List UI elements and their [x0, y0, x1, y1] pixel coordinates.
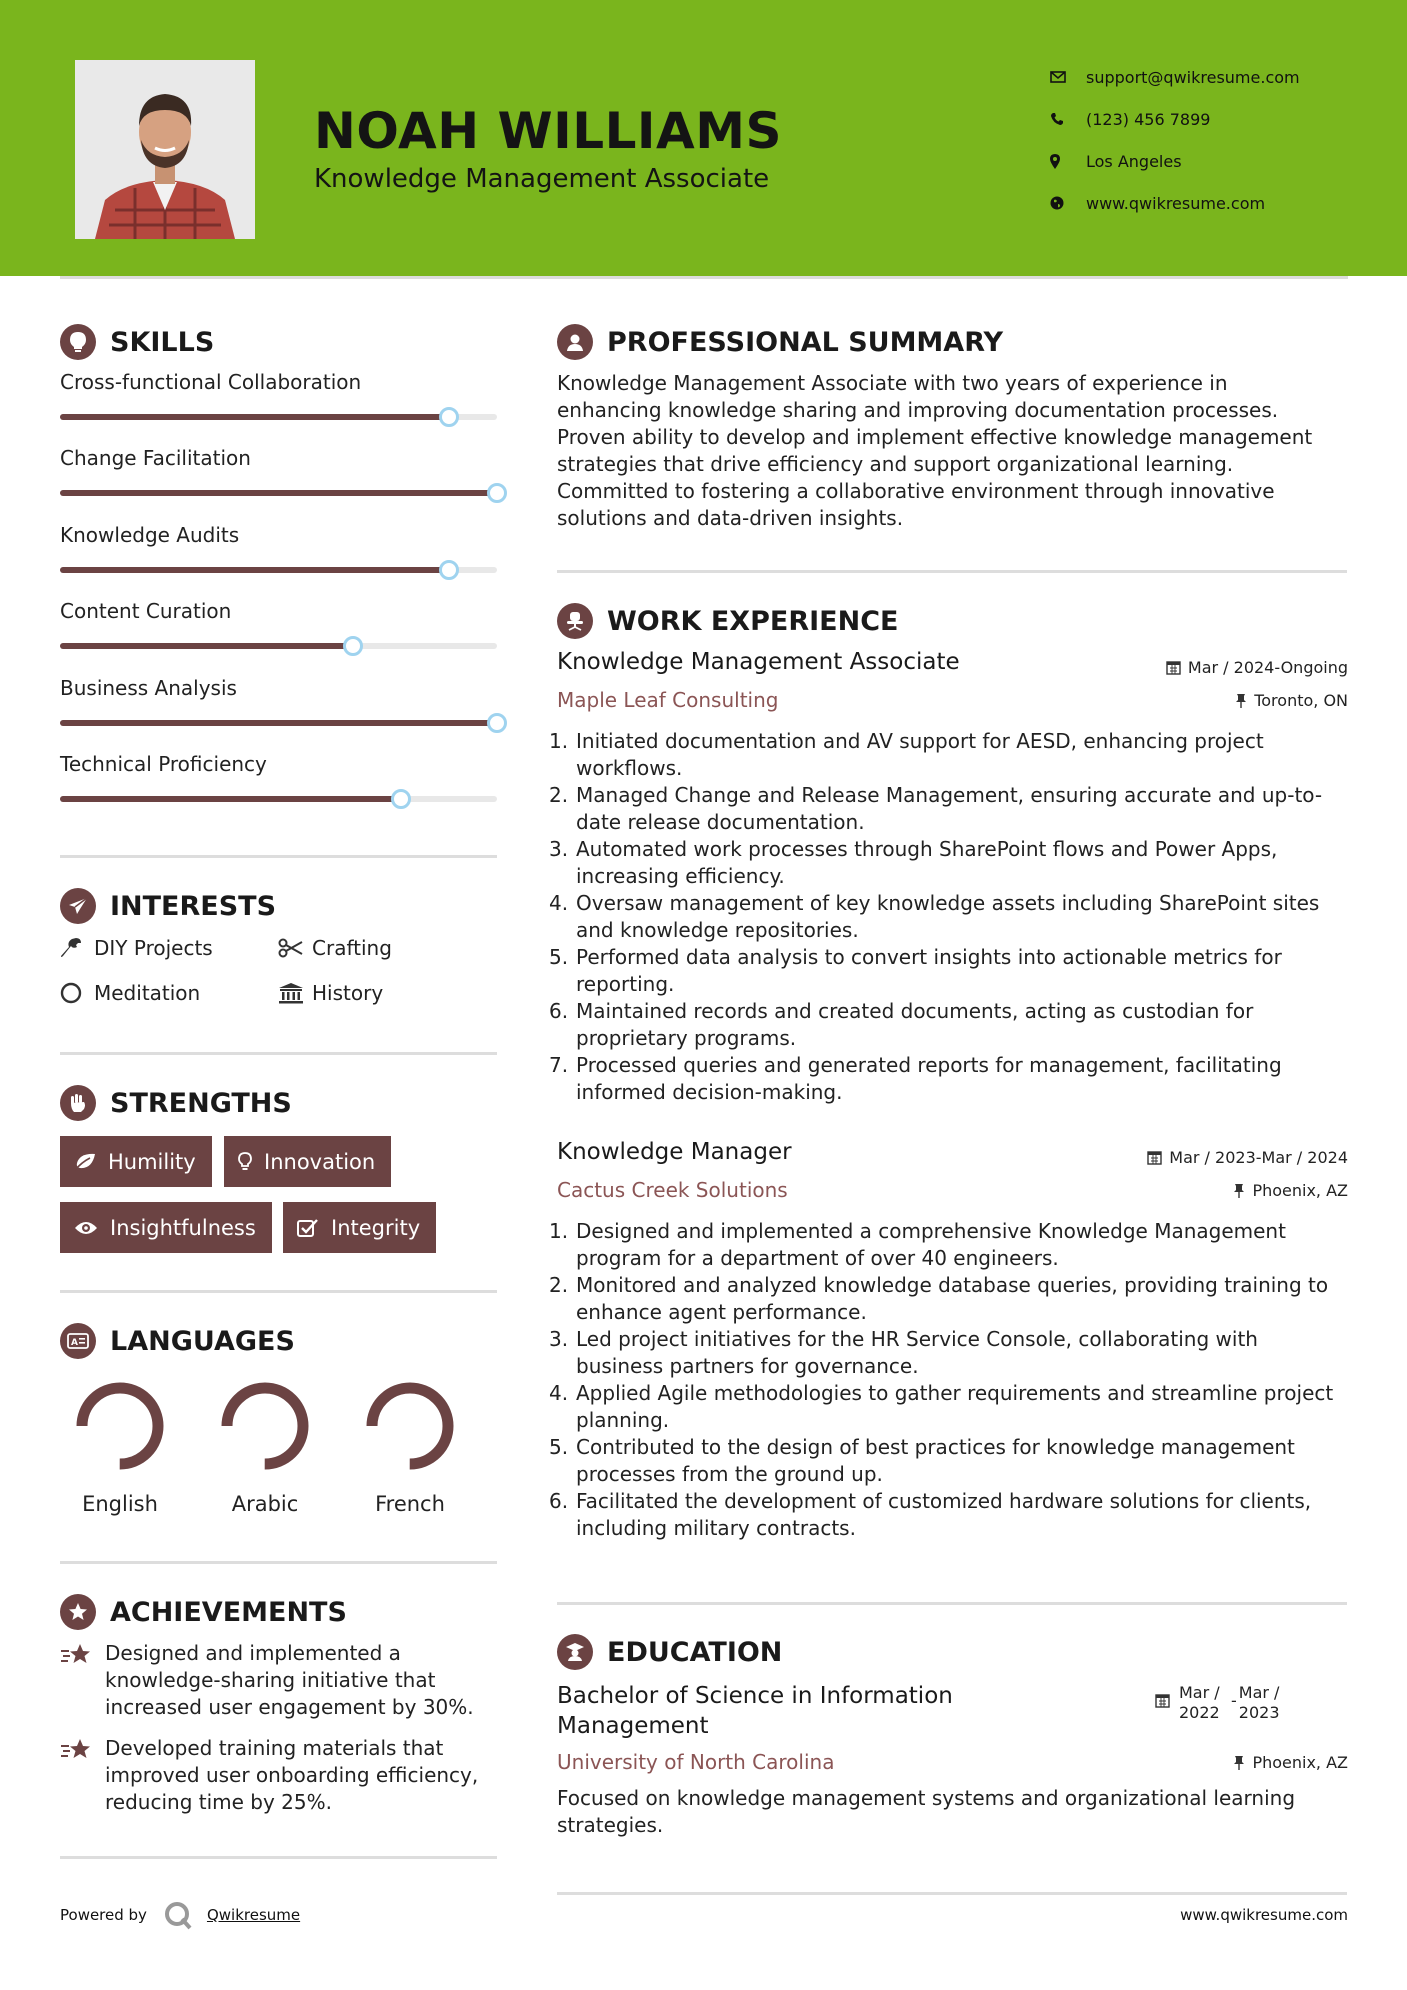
skill-bar	[60, 490, 497, 496]
skill-level-knob	[439, 407, 459, 427]
job-dates: Mar / 2024-Ongoing	[1166, 658, 1348, 677]
skill-label: Cross-functional Collaboration	[60, 370, 362, 394]
list-number: 1.	[549, 1219, 569, 1243]
contact-website[interactable]	[1050, 182, 1300, 224]
languages-divider	[60, 1561, 497, 1564]
achievements-divider	[60, 1856, 497, 1859]
list-number: 5.	[549, 1435, 569, 1459]
map-pin-icon	[1050, 154, 1086, 169]
skill-level-knob	[487, 713, 507, 733]
list-number: 5.	[549, 945, 569, 969]
qwikresume-link[interactable]: Qwikresume	[206, 1906, 301, 1924]
interest-history: History	[278, 981, 383, 1005]
calendar-icon	[1147, 1150, 1162, 1165]
company-name: Maple Leaf Consulting	[557, 688, 779, 712]
skill-label: Knowledge Audits	[60, 522, 240, 547]
shooting-star-icon	[60, 1640, 105, 1721]
phone-icon	[1050, 112, 1086, 126]
skill-level-knob	[487, 483, 507, 503]
school-name: University of North Carolina	[557, 1750, 835, 1774]
language-level-arc	[372, 1388, 448, 1464]
skill-item	[60, 676, 497, 726]
star-badge-icon	[60, 1594, 96, 1630]
calendar-icon	[1166, 660, 1181, 675]
skill-bar	[60, 414, 497, 420]
skill-bar	[60, 720, 497, 726]
interest-crafting: Crafting	[278, 936, 392, 960]
experience-divider	[557, 1602, 1347, 1605]
profile-photo	[75, 60, 255, 239]
skill-bar-fill	[60, 414, 449, 420]
skill-bar-fill	[60, 796, 401, 802]
circle-icon	[60, 982, 94, 1004]
achievement-item: Designed and implemented a knowledge-sharing initiative that increased user engagement by 30%.	[60, 1640, 500, 1721]
fist-icon	[60, 1085, 96, 1121]
leaf-icon	[74, 1153, 96, 1171]
pushpin-icon	[1233, 1755, 1245, 1771]
contact-location	[1050, 140, 1300, 182]
strengths-heading: STRENGTHS	[60, 1085, 292, 1121]
responsibility-item: 2. Monitored and analyzed knowledge database queries, providing training to enhance agent performance.	[549, 1273, 1329, 1324]
user-icon	[557, 324, 593, 360]
skill-bar	[60, 796, 497, 802]
strengths-divider	[60, 1290, 497, 1293]
strength-humility: Humility	[60, 1136, 212, 1187]
skill-bar	[60, 567, 497, 573]
job-responsibilities	[549, 728, 1347, 1106]
education-dates: Mar / 2022 - Mar / 2023	[1155, 1683, 1280, 1723]
header-divider	[60, 276, 1348, 279]
responsibility-item: 1. Initiated documentation and AV support for AESD, enhancing project workflows.	[549, 729, 1264, 780]
responsibility-item: 4. Oversaw management of key knowledge assets including SharePoint sites and knowledge repositories.	[549, 891, 1320, 942]
list-number: 6.	[549, 1489, 569, 1513]
education-divider	[557, 1892, 1347, 1895]
skill-bar-fill	[60, 643, 353, 649]
strength-integrity: Integrity	[283, 1202, 436, 1253]
responsibility-item: 2. Managed Change and Release Management, ensuring accurate and up-to-date release documentation.	[549, 783, 1323, 834]
language-label: English	[82, 1492, 158, 1516]
interests-divider	[60, 1052, 497, 1055]
summary-divider	[557, 570, 1347, 573]
degree-title: Bachelor of Science in Information Management	[557, 1683, 953, 1739]
skill-item	[60, 752, 497, 802]
shooting-star-icon	[60, 1735, 105, 1816]
skill-bar-fill	[60, 567, 449, 573]
skill-bar	[60, 643, 497, 649]
candidate-name: NOAH WILLIAMS	[314, 102, 782, 160]
list-number: 3.	[549, 1327, 569, 1351]
paper-plane-icon	[60, 888, 96, 924]
responsibility-item: 3. Led project initiatives for the HR Service Console, collaborating with business partners for governance.	[549, 1327, 1258, 1378]
responsibility-item: 5. Performed data analysis to convert insights into actionable metrics for reporting.	[549, 945, 1282, 996]
responsibility-item: 3. Automated work processes through SharePoint flows and Power Apps, increasing efficiency.	[549, 837, 1278, 888]
skill-item	[60, 370, 497, 420]
lightbulb-icon	[60, 324, 96, 360]
responsibility-item: 6. Facilitated the development of customized hardware solutions for clients, including military contracts.	[549, 1489, 1312, 1540]
responsibility-item: 7. Processed queries and generated reports for management, facilitating informed decision-making.	[549, 1053, 1282, 1104]
list-number: 7.	[549, 1053, 569, 1077]
contact-email-text: support@qwikresume.com	[1086, 67, 1300, 87]
language-item	[65, 1376, 175, 1516]
experience-heading: WORK EXPERIENCE	[557, 603, 898, 639]
language-level-arc	[82, 1388, 158, 1464]
list-number: 6.	[549, 999, 569, 1023]
job-location: Phoenix, AZ	[1233, 1181, 1348, 1200]
job-title: Knowledge Management Associate	[557, 649, 960, 675]
scissors-icon	[278, 938, 312, 958]
language-level-arc	[227, 1388, 303, 1464]
checkbox-icon	[297, 1218, 319, 1238]
responsibility-item: 1. Designed and implemented a comprehensive Knowledge Management program for a department of over 40 engineers.	[549, 1219, 1286, 1270]
language-label: French	[375, 1492, 445, 1516]
pushpin-icon	[1235, 693, 1247, 709]
qwikresume-logo-icon	[163, 1900, 193, 1930]
responsibility-item: 6. Maintained records and created documents, acting as custodian for proprietary programs.	[549, 999, 1254, 1050]
svg-text:A: A	[71, 1338, 78, 1348]
footer-powered-by: Powered by Qwikresume	[60, 1900, 300, 1930]
skill-label: Technical Proficiency	[60, 752, 267, 776]
contact-email[interactable]	[1050, 56, 1300, 98]
calendar-icon	[1155, 1693, 1170, 1713]
skill-label: Change Facilitation	[60, 446, 251, 471]
lightbulb-icon	[238, 1152, 252, 1172]
contact-phone[interactable]	[1050, 98, 1300, 140]
language-level-ring	[70, 1376, 170, 1476]
summary-text: Knowledge Management Associate with two years of experience in enhancing knowledge sharing and improving documentation processes. Proven ability to develop and implement effective knowledge management strategies that drive efficiency and support organizational learning. Committed to fostering a collaborative environment through innovative solutions and data-driven insights.	[557, 371, 1313, 530]
list-number: 4.	[549, 891, 569, 915]
skill-bar-fill	[60, 490, 497, 496]
job-dates: Mar / 2023-Mar / 2024	[1147, 1148, 1348, 1167]
list-number: 3.	[549, 837, 569, 861]
interest-meditation: Meditation	[60, 981, 200, 1005]
list-number: 4.	[549, 1381, 569, 1405]
skill-level-knob	[439, 560, 459, 580]
summary-heading: PROFESSIONAL SUMMARY	[557, 324, 1003, 360]
company-name: Cactus Creek Solutions	[557, 1178, 788, 1202]
eye-icon	[74, 1220, 98, 1236]
job-title: Knowledge Manager	[557, 1139, 792, 1165]
list-number: 2.	[549, 1273, 569, 1297]
skill-level-knob	[343, 636, 363, 656]
skill-item	[60, 599, 497, 649]
language-item	[355, 1376, 465, 1516]
contact-list	[1050, 56, 1300, 224]
skill-label: Business Analysis	[60, 675, 237, 700]
skills-heading: SKILLS	[60, 324, 214, 360]
education-heading: EDUCATION	[557, 1634, 782, 1670]
museum-icon	[278, 982, 312, 1004]
contact-location-text: Los Angeles	[1086, 151, 1182, 171]
list-number: 2.	[549, 783, 569, 807]
languages-heading: A LANGUAGES	[60, 1323, 295, 1359]
education-location: Phoenix, AZ	[1233, 1753, 1348, 1772]
skill-bar-fill	[60, 720, 497, 726]
wrench-icon	[60, 937, 94, 959]
language-card-icon	[60, 1323, 96, 1359]
job-responsibilities	[549, 1218, 1347, 1542]
language-level-ring	[360, 1376, 460, 1476]
responsibility-item: 5. Contributed to the design of best practices for knowledge management processes from the ground up.	[549, 1435, 1295, 1486]
achievements-heading: ACHIEVEMENTS	[60, 1594, 347, 1630]
skills-divider	[60, 855, 497, 858]
list-number: 1.	[549, 729, 569, 753]
globe-icon	[1050, 196, 1086, 210]
header-banner	[0, 0, 1407, 276]
candidate-role: Knowledge Management Associate	[314, 164, 770, 194]
contact-website-text: www.qwikresume.com	[1086, 193, 1266, 213]
skill-label: Content Curation	[60, 599, 232, 624]
language-level-ring	[215, 1376, 315, 1476]
responsibility-item: 4. Applied Agile methodologies to gather requirements and streamline project planning.	[549, 1381, 1334, 1432]
skill-item	[60, 523, 497, 573]
achievement-item: Developed training materials that improved user onboarding efficiency, reducing time by 25%.	[60, 1735, 500, 1816]
education-description: Focused on knowledge management systems and organizational learning strategies.	[557, 1786, 1296, 1837]
language-label: Arabic	[231, 1492, 299, 1516]
skill-item	[60, 446, 497, 496]
graduate-icon	[557, 1634, 593, 1670]
contact-phone-text: (123) 456 7899	[1086, 109, 1211, 129]
envelope-icon	[1050, 71, 1086, 83]
interest-diy-projects: DIY Projects	[60, 936, 213, 960]
job-location: Toronto, ON	[1235, 691, 1348, 710]
footer-website[interactable]: www.qwikresume.com	[1180, 1906, 1348, 1924]
language-item	[210, 1376, 320, 1516]
pushpin-icon	[1233, 1183, 1245, 1199]
strength-innovation: Innovation	[224, 1136, 391, 1187]
skill-level-knob	[391, 789, 411, 809]
office-chair-icon	[557, 603, 593, 639]
interests-heading: INTERESTS	[60, 888, 276, 924]
strength-insightfulness: Insightfulness	[60, 1202, 272, 1253]
